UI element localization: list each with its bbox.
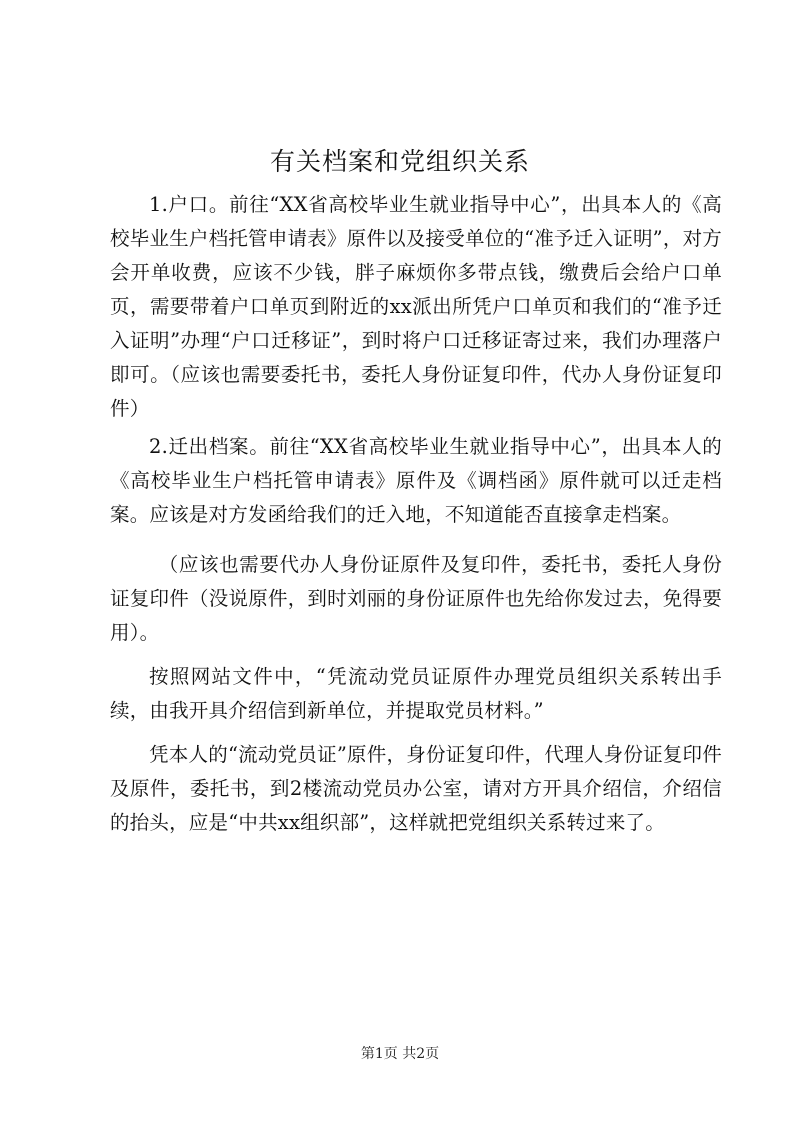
- paragraph-hukou: 1.户口。前往“XX省高校毕业生就业指导中心”，出具本人的《高校毕业生户档托管申请表》原件以及接受单位的“准予迁入证明”，对方会开单收费，应该不少钱，胖子麻烦你多带点钱，缴费后会给户口单页，需要带着户口单页到附近的xx派出所凭户口单页和我们的“准予迁入证明”办理“户口迁移证”，到时将户口迁移证寄过来，我们办理落户即可。（应该也需要委托书，委托人身份证复印件，代办人身份证复印件）: [110, 193, 722, 420]
- paragraph-archive-note: （应该也需要代办人身份证原件及复印件，委托书，委托人身份证复印件（没说原件，到时刘丽的身份证原件也先给你发过去，免得要用）。: [110, 553, 722, 644]
- document-body: [110, 188, 722, 844]
- document-title: 有关档案和党组织关系: [269, 147, 530, 176]
- paragraph-archive-transfer: 2.迁出档案。前往“XX省高校毕业生就业指导中心”，出具本人的《高校毕业生户档托管申请表》原件及《调档函》原件就可以迁走档案。应该是对方发函给我们的迁入地，不知道能否直接拿走档案。: [110, 435, 722, 526]
- page-number-footer: 第1页 共2页: [360, 1046, 440, 1062]
- paragraph-website-rule: 按照网站文件中，“凭流动党员证原件办理党员组织关系转出手续，由我开具介绍信到新单位，并提取党员材料。”: [110, 665, 722, 722]
- paragraph-party-transfer: 凭本人的“流动党员证”原件，身份证复印件，代理人身份证复印件及原件，委托书，到2楼流动党员办公室，请对方开具介绍信，介绍信的抬头，应是“中共xx组织部”，这样就把党组织关系转过来了。: [110, 743, 722, 834]
